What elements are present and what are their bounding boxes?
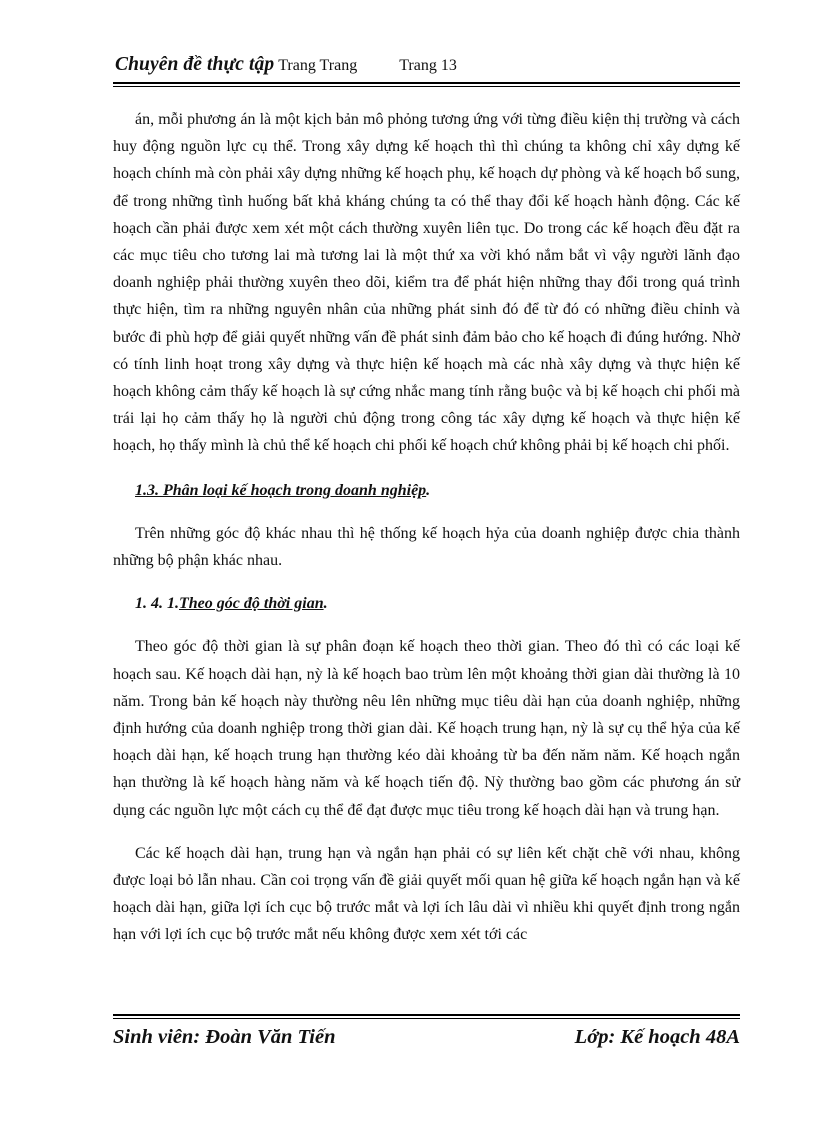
subsection-number: 1. 4. 1. bbox=[135, 595, 179, 613]
header-title: Chuyên đề thực tập bbox=[115, 54, 275, 75]
header-page-number: Trang 13 bbox=[399, 57, 457, 74]
footer-rule bbox=[113, 1014, 740, 1019]
footer-class: Lớp: Kế hoạch 48A bbox=[574, 1026, 740, 1048]
subsection-heading-text: Theo góc độ thời gian bbox=[179, 595, 324, 613]
section-heading-1-3 bbox=[113, 477, 740, 504]
section-heading-period: . bbox=[426, 481, 431, 499]
paragraph-intro: Trên những góc độ khác nhau thì hệ thống kế hoạch hỷa của doanh nghiệp được chia thành những bộ phận khác nhau. bbox=[113, 524, 740, 570]
header-author: Trang Trang bbox=[278, 57, 358, 74]
paragraph-continuation: án, mỗi phương án là một kịch bản mô phỏng tương ứng với từng điều kiện thị trường và cách huy động nguồn lực cụ thể. Trong xây dựng kế hoạch thì thì chúng ta không chỉ xây dựng kế hoạch chính mà còn phải xây dựng những kế hoạch phụ, kế hoạch dự phòng và kế hoạch bổ sung, để trong những tình huống bất khả kháng chúng ta có thể thay đổi kế hoạch hành động. Các kế hoạch cần phải được xem xét một cách thường xuyên liên tục. Do trong các kế hoạch đều đặt ra các mục tiêu cho tương lai mà tương lai là một thứ xa vời khó nắm bắt vì vậy người lãnh đạo doanh nghiệp phải thường xuyên theo dõi, kiểm tra để phát hiện những thay đổi trong quá trình thực hiện, tìm ra những nguyên nhân của những phát sinh đó để từ đó có những điều chỉnh và bước đi phù hợp để giải quyết những vấn đề phát sinh đảm bảo cho kế hoạch đi đúng hướng. Nhờ có tính linh hoạt trong xây dựng và thực hiện kế hoạch mà các nhà xây dựng và thực hiện kế hoạch không cảm thấy kế hoạch là sự cứng nhắc mang tính rằng buộc và bị kế hoạch chi phối mà trái lại họ cảm thấy họ là người chủ động trong công tác xây dựng kế hoạch và thực hiện kế hoạch, họ thấy mình là chủ thể kế hoạch chi phối kế hoạch chứ không phải bị kế hoạch chi phối. bbox=[113, 111, 740, 455]
page-footer bbox=[113, 1026, 740, 1049]
paragraph-time-perspective: Theo góc độ thời gian là sự phân đoạn kế hoạch theo thời gian. Theo đó thì có các loại kế hoạch sau. Kế hoạch dài hạn, nỳ là kế hoạch bao trùm lên một khoảng thời gian dài thường là 10 năm. Trong bản kế hoạch này thường nêu lên những mục tiêu dài hạn của doanh nghiệp, những định hướng của doanh nghiệp trong thời gian dài. Kế hoạch trung hạn, nỳ là sự cụ thể hỷa của kế hoạch dài hạn, kế hoạch trung hạn thường kéo dài khoảng từ ba đến năm năm. Kế hoạch ngắn hạn thường là kế hoạch hàng năm và kế hoạch tiến độ. Nỳ thường bao gồm các phương án sử dụng các nguồn lực một cách cụ thể để đạt được mục tiêu trong kế hoạch dài hạn và trung hạn. bbox=[113, 638, 740, 819]
header-rule bbox=[113, 82, 740, 87]
page-header bbox=[115, 54, 739, 82]
section-heading-text: 1.3. Phân loại kế hoạch trong doanh nghiệp bbox=[135, 481, 427, 499]
subsection-heading-period: . bbox=[323, 595, 328, 613]
paragraph-plan-linkage: Các kế hoạch dài hạn, trung hạn và ngắn hạn phải có sự liên kết chặt chẽ với nhau, không được loại bỏ lẫn nhau. Cần coi trọng vấn đề giải quyết mối quan hệ giữa kế hoạch ngắn hạn và kế hoạch dài hạn, giữa lợi ích cục bộ trước mắt và lợi ích lâu dài vì nhiều khi quyết định trong ngắn hạn với lợi ích cục bộ trước mắt nếu không được xem xét tới các bbox=[113, 844, 740, 944]
footer-student: Sinh viên: Đoàn Văn Tiến bbox=[113, 1026, 336, 1048]
subsection-heading-1-4-1 bbox=[113, 590, 740, 617]
page-body bbox=[113, 106, 740, 949]
